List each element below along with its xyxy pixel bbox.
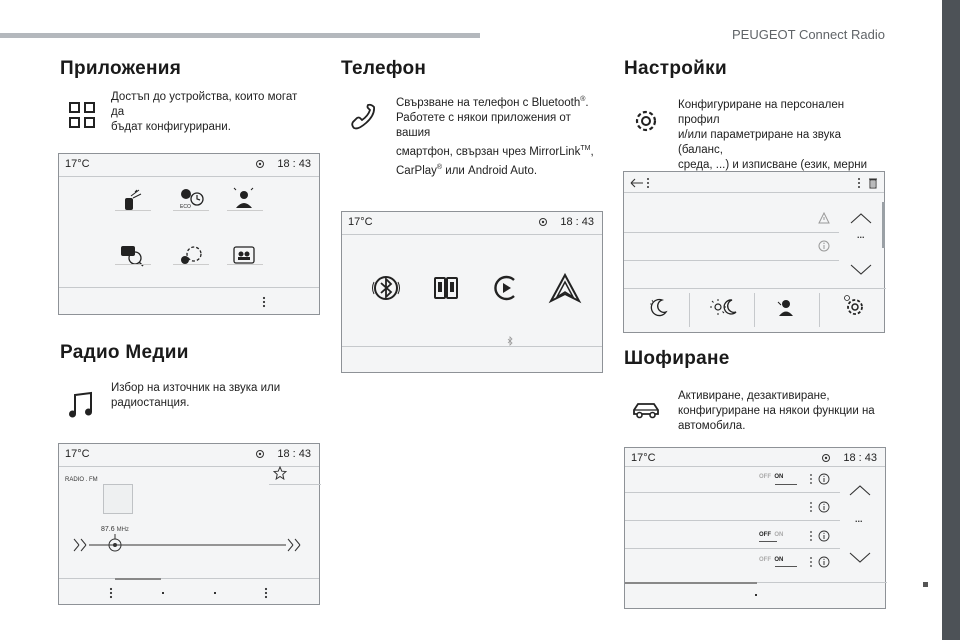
radio-frequency: 87.6 MHz [101,526,129,533]
row-options-info-icon[interactable] [809,501,831,513]
favorite-star-icon[interactable] [273,466,287,480]
mirrorlink-icon[interactable] [430,272,462,304]
station-logo-placeholder [103,484,133,514]
warning-icon [818,212,830,224]
radio-description: Избор на източник на звука или радиостанция. [111,382,281,409]
more-options-icon[interactable] [109,587,113,599]
music-note-icon [67,390,97,420]
carplay-icon[interactable] [490,272,522,304]
energy-schedule-icon[interactable] [177,186,207,212]
radio-menu-dot[interactable] [162,592,164,594]
feature-toggle[interactable]: OFF ON [759,474,784,480]
scroll-down-icon[interactable] [850,264,872,276]
radio-source-label: RADIO . FM [65,477,98,483]
scrollbar-thumb[interactable] [882,202,885,248]
screen-clock: 18 : 43 [277,448,311,460]
radio-screen [58,443,320,605]
frequency-slider[interactable] [71,534,311,556]
more-dots[interactable]: ... [857,230,865,240]
scroll-up-icon[interactable] [849,484,871,496]
trash-icon[interactable] [868,177,878,189]
profile-icon[interactable] [774,296,796,318]
phone-description: Свързване на телефон с Bluetooth®. Работете с някои приложения от вашия смартфон, свързан чрез MirrorLink™, CarPlay® или Android Auto. [396,96,594,177]
settings-screen [623,171,885,333]
android-auto-icon[interactable] [548,272,582,304]
car-icon [631,395,661,425]
radio-title: Радио Медии [60,342,189,363]
user-profile-icon[interactable] [231,186,257,212]
gps-icon [538,217,548,227]
page-edge-bar [942,0,960,640]
driving-screen [624,447,886,609]
settings-title: Настройки [624,58,727,79]
more-options-icon[interactable] [262,296,266,308]
more-options-icon[interactable] [264,587,268,599]
screen-temperature: 17°C [65,158,90,170]
apps-screen [58,153,320,315]
system-settings-icon[interactable] [842,294,866,318]
screen-temperature: 17°C [348,216,373,228]
scroll-down-icon[interactable] [849,552,871,564]
more-dots[interactable]: ... [855,514,863,524]
feature-toggle[interactable]: OFF ON [759,557,784,563]
brand-header: PEUGEOT Connect Radio [732,27,885,42]
info-icon [818,240,830,252]
phone-screen [341,211,603,373]
night-mode-icon[interactable] [648,296,670,318]
screen-temperature: 17°C [631,452,656,464]
gps-icon [255,449,265,459]
connected-apps-icon[interactable] [117,188,145,212]
apps-description: Достъп до устройства, които могат да бъдат конфигурирани. [111,91,298,133]
scroll-up-icon[interactable] [850,212,872,224]
row-options-info-icon[interactable] [809,473,831,485]
settings-description: Конфигуриране на персонален профил и/или параметриране на звука (баланс, среда, ...) и изписване (език, мерни [678,99,867,171]
apps-title: Приложения [60,58,182,79]
more-options-icon[interactable] [857,177,861,189]
screen-clock: 18 : 43 [843,452,877,464]
settings-gear-icon [631,106,661,136]
gps-icon [255,159,265,169]
footer-bullet [923,582,928,587]
row-options-info-icon[interactable] [809,556,831,568]
radio-menu-dot[interactable] [214,592,216,594]
phone-title: Телефон [341,58,427,79]
screen-clock: 18 : 43 [560,216,594,228]
bluetooth-icon[interactable] [370,272,402,304]
driving-title: Шофиране [624,348,730,369]
feature-toggle[interactable]: OFF ON [759,532,784,538]
gps-icon [821,453,831,463]
screen-clock: 18 : 43 [277,158,311,170]
bluetooth-status-icon [506,336,514,346]
brightness-icon[interactable] [710,296,738,318]
screen-temperature: 17°C [65,448,90,460]
top-rule [0,33,480,38]
driving-menu-dot[interactable] [755,594,757,596]
apps-grid-icon [67,100,97,130]
row-options-info-icon[interactable] [809,530,831,542]
phone-handset-icon [348,103,378,133]
back-arrow-icon[interactable] [629,177,651,189]
svg-text:ECO: ECO [180,204,191,210]
driving-description: Активиране, дезактивиране, конфигуриране на някои функции на автомобила. [678,390,875,432]
